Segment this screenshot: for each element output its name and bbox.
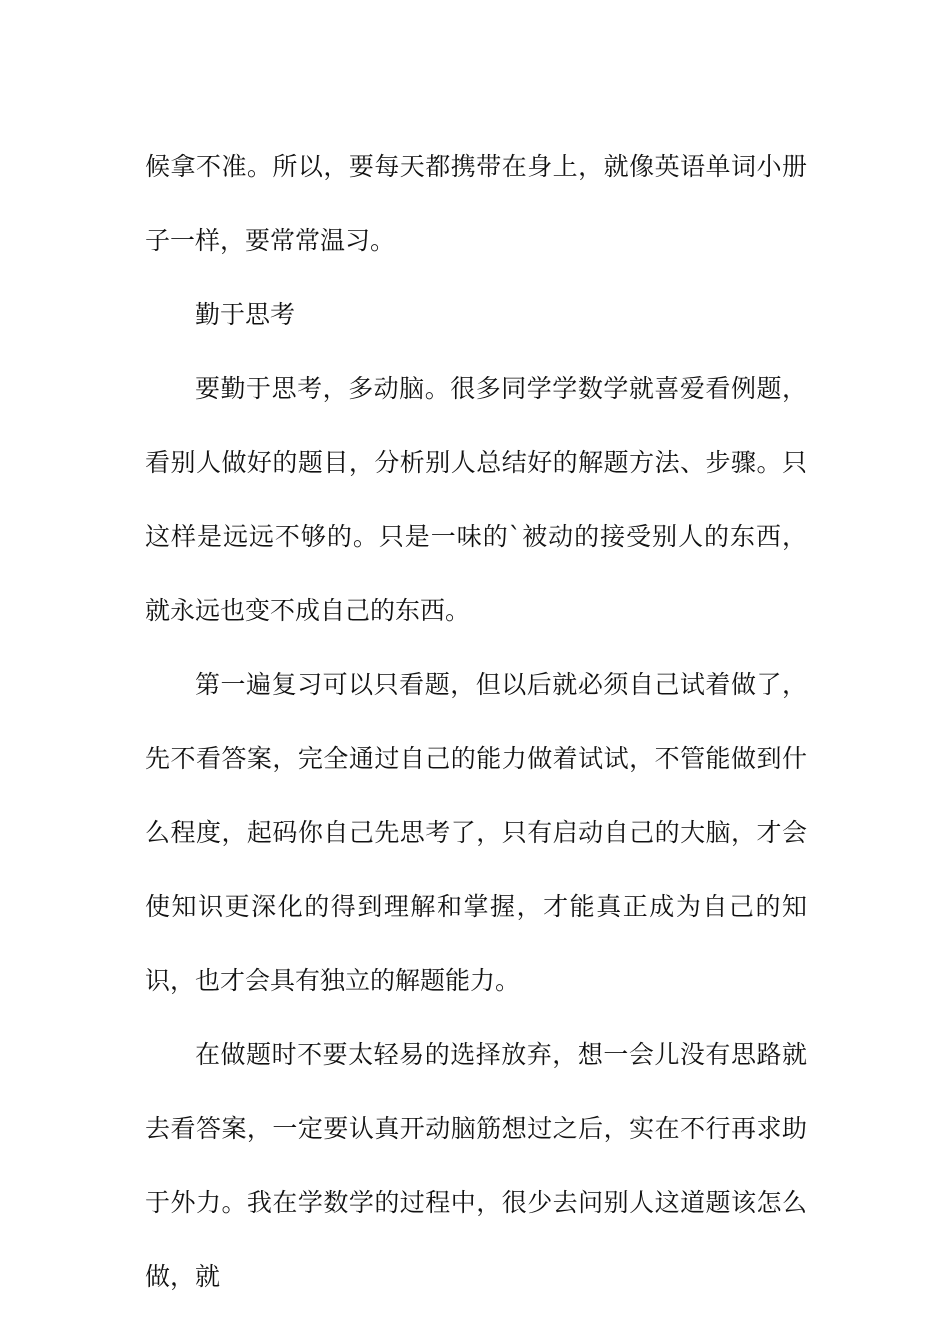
section-heading: 勤于思考 bbox=[195, 300, 296, 329]
paragraph: 要勤于思考，多动脑。很多同学学数学就喜爱看例题，看别人做好的题目，分析别人总结好的解题方法、步骤。只这样是远远不够的。只是一味的`被动的接受别人的东西，就永远也变不成自己的东西。 bbox=[145, 374, 807, 625]
paragraph-continuation: 候拿不准。所以，要每天都携带在身上，就像英语单词小册子一样，要常常温习。 bbox=[145, 152, 807, 255]
document-body bbox=[145, 130, 807, 1314]
paragraph: 在做题时不要太轻易的选择放弃，想一会儿没有思路就去看答案，一定要认真开动脑筋想过之后，实在不行再求助于外力。我在学数学的过程中，很少去问别人这道题该怎么做，就 bbox=[145, 1040, 807, 1291]
paragraph: 第一遍复习可以只看题，但以后就必须自己试着做了，先不看答案，完全通过自己的能力做着试试，不管能做到什么程度，起码你自己先思考了，只有启动自己的大脑，才会使知识更深化的得到理解和掌握，才能真正成为自己的知识，也才会具有独立的解题能力。 bbox=[145, 670, 807, 995]
